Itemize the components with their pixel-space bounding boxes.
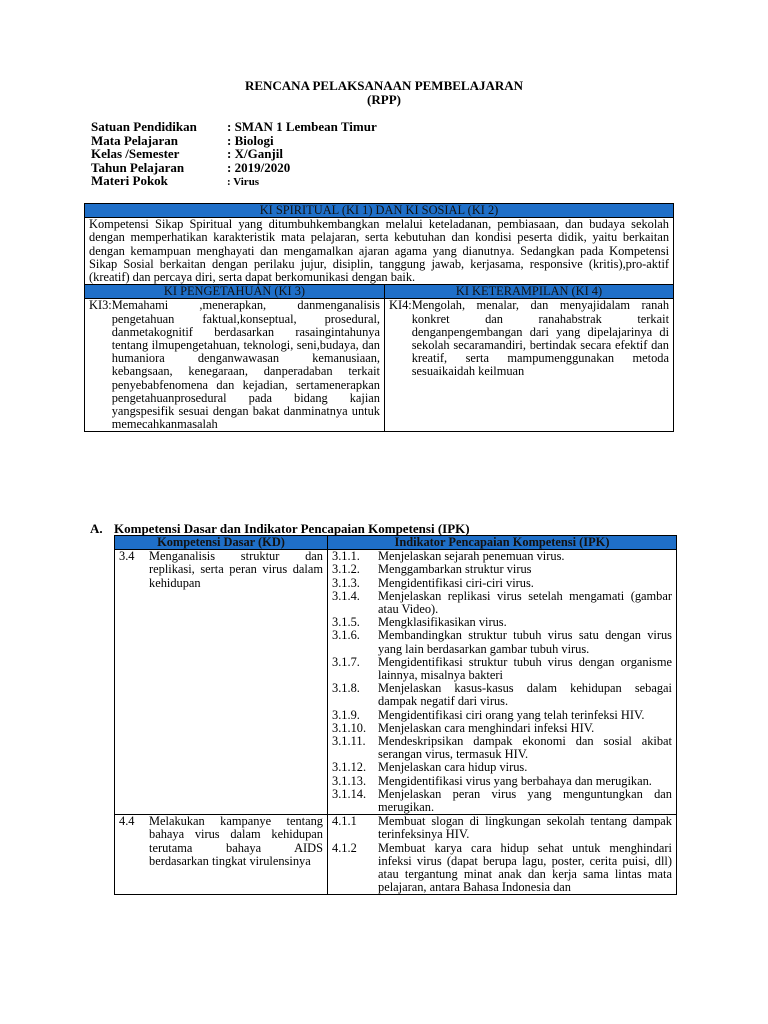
ki3-cell	[85, 299, 385, 432]
kd-number: 3.4	[119, 549, 135, 564]
list-item: 3.1.8. Menjelaskan kasus-kasus dalam kehidupan sebagai dampak negatif dari virus.	[332, 681, 672, 709]
ki3-label: KI3:	[89, 298, 112, 313]
identity-row-school: Satuan Pendidikan : SMAN 1 Lembean Timur	[91, 119, 377, 134]
list-item: 3.1.4. Menjelaskan replikasi virus setelah mengamati (gambar atau Video).	[332, 588, 672, 617]
ki4-label: KI4:	[389, 298, 412, 313]
table-row	[115, 550, 677, 815]
ipk-cell	[328, 550, 677, 815]
list-item: 3.1.11. Mendeskripsikan dampak ekonomi dan sosial akibat serangan virus, termasuk HIV.	[332, 734, 672, 762]
list-item: 4.1.1 Membuat slogan di lingkungan sekolah tentang dampak terinfeksinya HIV.	[332, 814, 672, 842]
list-item: 3.1.14. Menjelaskan peran virus yang menguntungkan dan merugikan.	[332, 786, 672, 815]
list-item: 3.1.5. Mengklasifikasikan virus.	[332, 615, 507, 630]
identity-row-topic: Materi Pokok : Virus	[91, 173, 260, 188]
ki4-text: Mengolah, menalar, dan menyajidalam ranah konkret dan ranahabstrak terkait denganpengembangan dari yang dipelajarinya di sekolah secaramandiri, bertindak secara efektif dan kreatif, serta mampumenggunakan metoda sesuaikaidah keilmuan	[411, 298, 670, 379]
list-item: 3.1.6. Membandingkan struktur tubuh virus satu dengan virus yang lain berdasarkan gambar tubuh virus.	[332, 628, 672, 656]
identity-row-year: Tahun Pelajaran : 2019/2020	[91, 159, 291, 175]
identity-row-subject: Mata Pelajaran : Biologi	[91, 132, 274, 148]
table-row	[115, 815, 677, 895]
kd-ipk-table	[114, 535, 677, 895]
kd-text: Menganalisis struktur dan replikasi, serta peran virus dalam kehidupan	[149, 549, 323, 590]
document-subtitle: (RPP)	[367, 92, 401, 107]
document-title: RENCANA PELAKSANAAN PEMBELAJARAN	[244, 78, 524, 93]
ki-spiritual-text: Kompetensi Sikap Spiritual yang ditumbuhkembangkan melalui keteladanan, pembiasaan, dan budaya sekolah dengan memperhatikan karakteristik mata pelajaran, serta kebutuhan dan kondisi peserta didik, yaitu berkaitan dengan kemampuan menghayati dan mengamalkan ajaran agama yang dianutnya. Sedangkan pada Kompetensi Sikap Sosial berkaitan dengan perilaku jujur, disiplin, tanggung jawab, kerjasama, responsive (kritis),pro-aktif (kreatif) dan percaya diri, serta dapat berkomunikasi dengan baik.	[85, 218, 674, 285]
identity-block	[91, 120, 377, 188]
ki3-text: Memahami ,menerapkan, danmenganalisis pengetahuan faktual,konseptual, prosedural, danmetakognitif berdasarkan rasaingintahunya tentang ilmupengetahuan, teknologi, seni,budaya, dan humaniora denganwawasan kemanusiaan, kebangsaan, kenegaraan, danperadaban terkait penyebabfenomena dan kejadian, sertamenerapkan pengetahuanprosedural pada bidang kajian yangspesifik sesuai dengan bakat danminatnya untuk memecahkanmasalah	[111, 298, 380, 432]
list-item: 3.1.12. Menjelaskan cara hidup virus.	[332, 760, 528, 775]
section-a-title: Kompetensi Dasar dan Indikator Pencapaian Kompetensi (IPK)	[114, 521, 470, 536]
list-item: 3.1.2. Menggambarkan struktur virus	[332, 562, 532, 577]
list-item: 3.1.7. Mengidentifikasi struktur tubuh virus dengan organisme lainnya, misalnya bakteri	[332, 654, 672, 683]
ipk-cell	[328, 815, 677, 895]
ki-table	[84, 203, 674, 432]
kd-cell	[115, 815, 328, 895]
ipk-header: Indikator Pencapaian Kompetensi (IPK)	[328, 536, 677, 550]
ki3-header: KI PENGETAHUAN (KI 3)	[85, 285, 385, 299]
kd-number: 4.4	[119, 814, 135, 829]
identity-row-class: Kelas /Semester : X/Ganjil	[91, 146, 283, 161]
ki4-cell	[385, 299, 674, 432]
list-item: 3.1.9. Mengidentifikasi ciri orang yang telah terinfeksi HIV.	[332, 707, 645, 722]
kd-header: Kompetensi Dasar (KD)	[115, 536, 328, 550]
list-item: 3.1.13. Mengidentifikasi virus yang berbahaya dan merugikan.	[332, 773, 652, 788]
kd-cell	[115, 550, 328, 815]
section-a-marker: A.	[90, 521, 103, 536]
kd-text: Melakukan kampanye tentang bahaya virus dalam kehidupan terutama bahaya AIDS berdasarkan tingkat virulensinya	[149, 814, 323, 868]
list-item: 3.1.3. Mengidentifikasi ciri-ciri virus.	[332, 575, 534, 590]
ki4-header: KI KETERAMPILAN (KI 4)	[385, 285, 674, 299]
ki-spiritual-header: KI SPIRITUAL (KI 1) DAN KI SOSIAL (KI 2)	[85, 204, 674, 218]
list-item: 3.1.1. Menjelaskan sejarah penemuan virus.	[332, 549, 565, 564]
list-item: 3.1.10. Menjelaskan cara menghindari infeksi HIV.	[332, 720, 595, 735]
list-item: 4.1.2 Membuat karya cara hidup sehat untuk menghindari infeksi virus (dapat berupa lagu, poster, cerita puisi, dll) atau tergantung minat anak dan kerja sama lintas mata pelajaran, antara Bahasa Indonesia dan	[332, 840, 672, 895]
